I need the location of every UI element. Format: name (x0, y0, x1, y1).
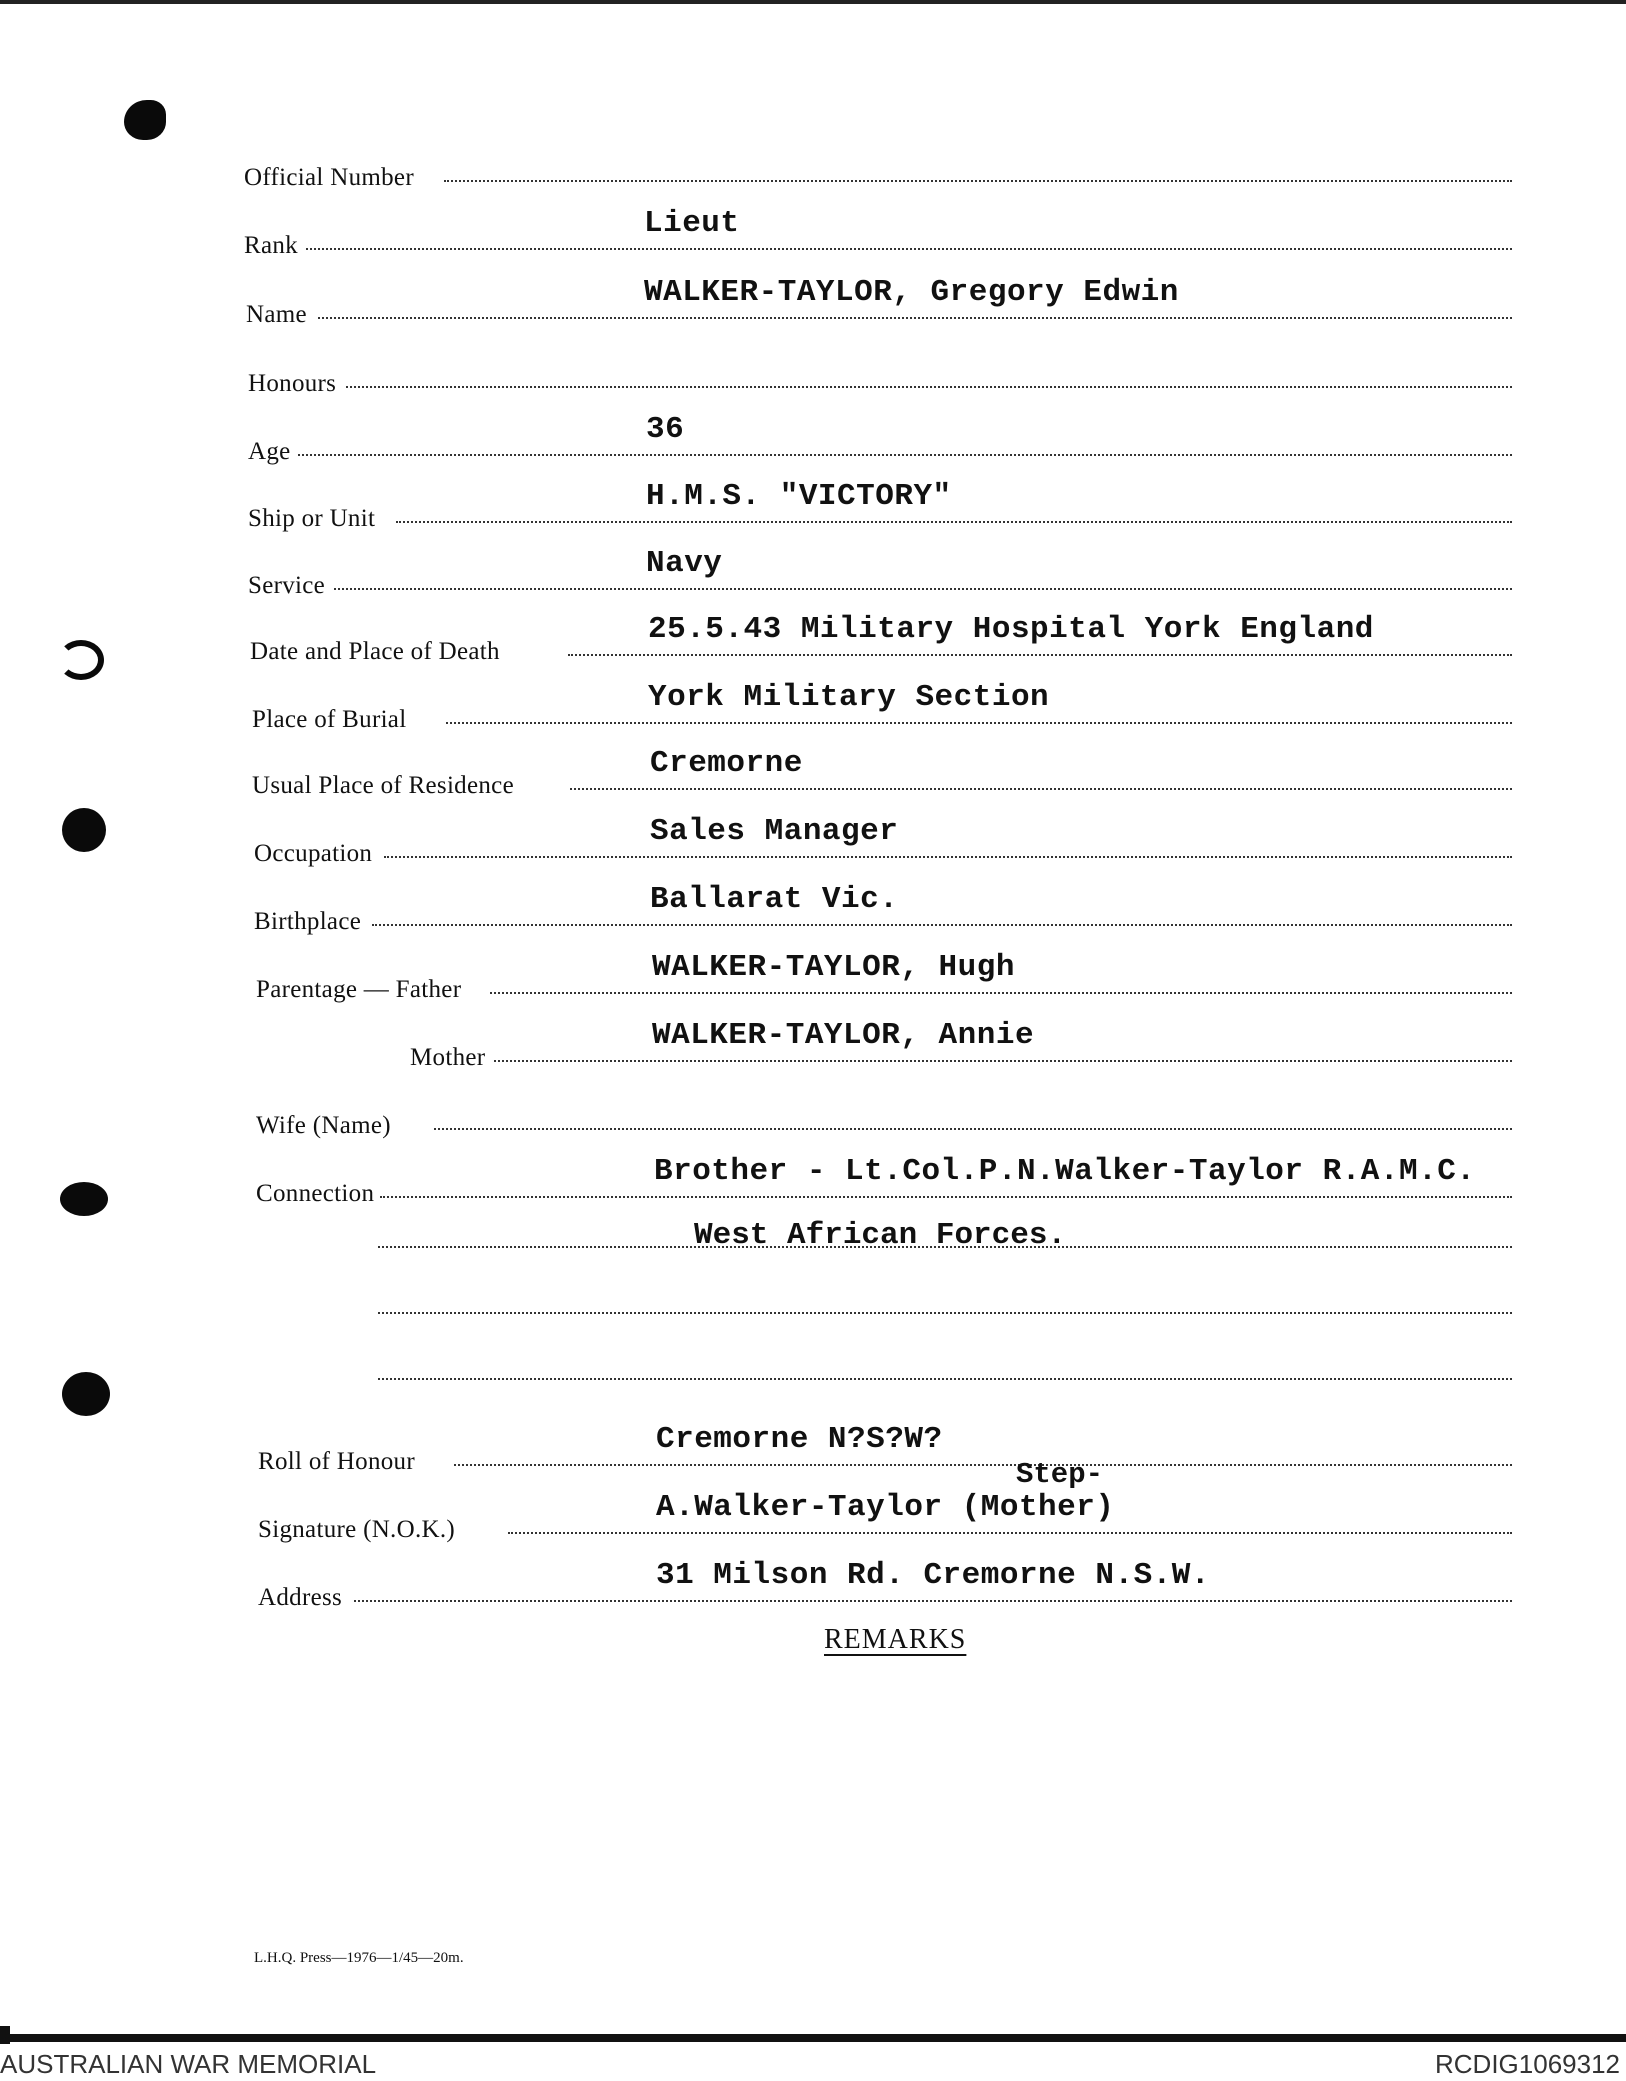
field-label: Signature (N.O.K.) (258, 1516, 456, 1543)
field-label: Rank (244, 232, 298, 259)
top-border (0, 0, 1626, 4)
field-label: Date and Place of Death (250, 638, 500, 665)
dotted-line (454, 1464, 1512, 1466)
field-value: Ballarat Vic. (650, 882, 899, 917)
punch-hole-mark (62, 1372, 110, 1416)
field-value: A.Walker-Taylor (Mother) (656, 1490, 1115, 1525)
field-value: 36 (646, 412, 685, 447)
field-label: Wife (Name) (256, 1112, 391, 1139)
dotted-line (434, 1128, 1512, 1130)
dotted-line (508, 1532, 1512, 1534)
field-label: Service (248, 572, 326, 599)
punch-hole-mark (124, 100, 166, 140)
field-label: Ship or Unit (248, 505, 376, 532)
press-note: L.H.Q. Press—1976—1/45—20m. (254, 1950, 464, 1966)
dotted-line (396, 521, 1512, 523)
field-label: Roll of Honour (258, 1448, 415, 1475)
field-label: Occupation (254, 840, 373, 867)
dotted-line (298, 454, 1512, 456)
bottom-border (0, 2034, 1626, 2042)
field-label: Mother (410, 1044, 486, 1071)
dotted-line (384, 856, 1512, 858)
field-value: York Military Section (648, 680, 1050, 715)
dotted-line (354, 1600, 1512, 1602)
field-honours (0, 370, 1626, 430)
field-label: Age (248, 438, 291, 465)
dotted-line (444, 180, 1512, 182)
field-value: Sales Manager (650, 814, 899, 849)
connection-continued: West African Forces. (694, 1218, 1067, 1253)
field-label: Official Number (244, 164, 414, 191)
archive-reference: RCDIG1069312 (1435, 2049, 1620, 2079)
field-label: Name (246, 301, 307, 328)
signature-insert: Step- (1016, 1458, 1104, 1491)
remarks-heading: REMARKS (824, 1624, 967, 1655)
dotted-line (372, 924, 1512, 926)
field-label: Address (258, 1584, 343, 1611)
field-label: Birthplace (254, 908, 362, 935)
dotted-line (494, 1060, 1512, 1062)
field-ship-or-unit (0, 479, 1626, 565)
field-value: 25.5.43 Military Hospital York England (648, 612, 1374, 647)
field-value: Brother - Lt.Col.P.N.Walker-Taylor R.A.M.C. (654, 1154, 1476, 1189)
field-label: Connection (256, 1180, 375, 1207)
field-name (0, 275, 1626, 361)
field-label: Honours (248, 370, 337, 397)
field-label: Parentage — Father (256, 976, 462, 1003)
archive-name: AUSTRALIAN WAR MEMORIAL (0, 2049, 377, 2079)
field-value: Navy (646, 546, 723, 581)
field-value: H.M.S. "VICTORY" (646, 479, 952, 514)
field-value: WALKER-TAYLOR, Hugh (652, 950, 1015, 985)
dotted-line (568, 654, 1512, 656)
field-official-number (0, 164, 1626, 224)
field-mother (0, 1018, 1626, 1104)
field-value: WALKER-TAYLOR, Gregory Edwin (644, 275, 1179, 310)
field-address (0, 1558, 1626, 1644)
field-value: Cremorne N?S?W? (656, 1422, 943, 1457)
dotted-line (380, 1196, 1512, 1198)
field-value: WALKER-TAYLOR, Annie (652, 1018, 1035, 1053)
dotted-line (490, 992, 1512, 994)
field-value: Lieut (644, 206, 740, 241)
field-value: 31 Milson Rd. Cremorne N.S.W. (656, 1558, 1210, 1593)
dotted-line (346, 386, 1512, 388)
dotted-line (378, 1378, 1512, 1380)
dotted-line (446, 722, 1512, 724)
field-value: Cremorne (650, 746, 803, 781)
field-label: Place of Burial (252, 706, 407, 733)
dotted-line (306, 248, 1512, 250)
field-label: Usual Place of Residence (252, 772, 514, 799)
dotted-line (334, 588, 1512, 590)
field-place-of-burial (0, 680, 1626, 766)
dotted-line (318, 317, 1512, 319)
dotted-line (378, 1312, 1512, 1314)
dotted-line (570, 788, 1512, 790)
